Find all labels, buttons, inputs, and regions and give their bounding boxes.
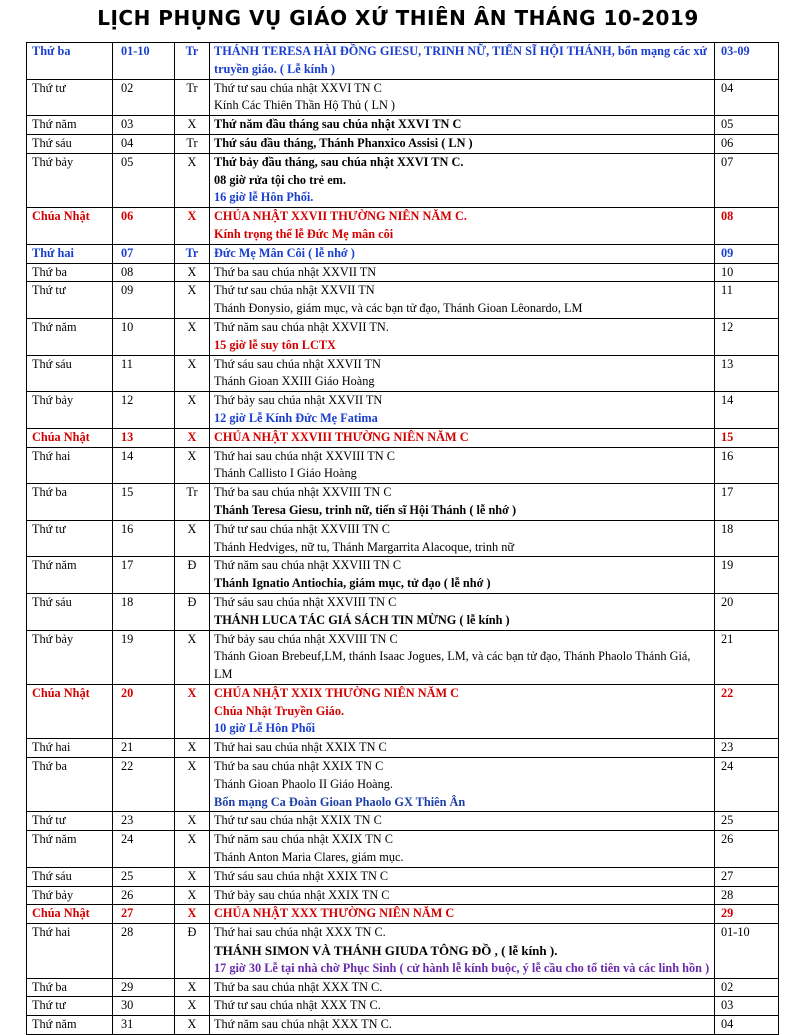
day-cell: Chúa Nhật bbox=[27, 684, 113, 738]
description-line: Thánh Teresa Giesu, trinh nữ, tiến sĩ Hội Thánh ( lễ nhớ ) bbox=[214, 502, 517, 517]
date-cell: 19 bbox=[113, 630, 175, 684]
next-date-cell: 14 bbox=[715, 392, 779, 429]
description-line: Thánh Đonysio, giám mục, và các bạn tử đạo, Thánh Gioan Lêonardo, LM bbox=[214, 301, 583, 316]
description-cell bbox=[210, 831, 715, 868]
day-cell: Thứ sáu bbox=[27, 134, 113, 153]
color-code-cell: X bbox=[175, 282, 210, 319]
date-cell: 10 bbox=[113, 318, 175, 355]
color-code-cell: Tr bbox=[175, 244, 210, 263]
date-cell: 25 bbox=[113, 867, 175, 886]
description-cell bbox=[210, 867, 715, 886]
table-row bbox=[27, 282, 779, 319]
date-cell: 14 bbox=[113, 447, 175, 484]
description-line: Thứ tư sau chúa nhật XXVIII TN C bbox=[214, 521, 390, 536]
description-line: 15 giờ lễ suy tôn LCTX bbox=[214, 337, 336, 352]
color-code-cell: X bbox=[175, 153, 210, 207]
description-cell bbox=[210, 520, 715, 557]
next-date-cell: 20 bbox=[715, 593, 779, 630]
date-cell: 12 bbox=[113, 392, 175, 429]
description-line: 17 giờ 30 Lễ tại nhà chờ Phục Sinh ( cử hành lễ kính buộc, ý lễ cầu cho tổ tiên và các linh hồn ) bbox=[214, 960, 710, 975]
day-cell: Thứ sáu bbox=[27, 355, 113, 392]
table-row bbox=[27, 557, 779, 594]
table-row bbox=[27, 392, 779, 429]
day-cell: Thứ ba bbox=[27, 484, 113, 521]
color-code-cell: Tr bbox=[175, 134, 210, 153]
date-cell: 31 bbox=[113, 1016, 175, 1035]
day-cell: Thứ sáu bbox=[27, 867, 113, 886]
day-cell: Thứ bảy bbox=[27, 392, 113, 429]
table-row bbox=[27, 812, 779, 831]
date-cell: 20 bbox=[113, 684, 175, 738]
table-row bbox=[27, 484, 779, 521]
date-cell: 15 bbox=[113, 484, 175, 521]
next-date-cell: 16 bbox=[715, 447, 779, 484]
description-line: Thứ bảy đầu tháng, sau chúa nhật XXVI TN C. bbox=[214, 154, 464, 169]
calendar-body bbox=[27, 43, 779, 1035]
next-date-cell: 22 bbox=[715, 684, 779, 738]
table-row bbox=[27, 428, 779, 447]
date-cell: 23 bbox=[113, 812, 175, 831]
color-code-cell: X bbox=[175, 758, 210, 812]
description-line: Bổn mạng Ca Đoàn Gioan Phaolo GX Thiên Ân bbox=[214, 794, 466, 809]
table-row bbox=[27, 244, 779, 263]
description-line: Đức Mẹ Mân Côi ( lễ nhớ ) bbox=[214, 245, 355, 260]
date-cell: 18 bbox=[113, 593, 175, 630]
day-cell: Thứ hai bbox=[27, 244, 113, 263]
description-cell bbox=[210, 355, 715, 392]
date-cell: 02 bbox=[113, 79, 175, 116]
next-date-cell: 19 bbox=[715, 557, 779, 594]
table-row bbox=[27, 79, 779, 116]
description-line: THÁNH SIMON VÀ THÁNH GIUDA TÔNG ĐỒ , ( lễ kính ). bbox=[214, 943, 558, 959]
color-code-cell: X bbox=[175, 978, 210, 997]
description-cell bbox=[210, 447, 715, 484]
color-code-cell: X bbox=[175, 116, 210, 135]
date-cell: 04 bbox=[113, 134, 175, 153]
color-code-cell: X bbox=[175, 684, 210, 738]
description-line: 12 giờ Lễ Kính Đức Mẹ Fatima bbox=[214, 410, 378, 425]
description-cell bbox=[210, 79, 715, 116]
next-date-cell: 18 bbox=[715, 520, 779, 557]
table-row bbox=[27, 867, 779, 886]
description-line: Thứ tư sau chúa nhật XXX TN C. bbox=[214, 998, 381, 1013]
description-cell bbox=[210, 1016, 715, 1035]
description-line: 16 giờ lễ Hôn Phối. bbox=[214, 190, 314, 205]
date-cell: 22 bbox=[113, 758, 175, 812]
day-cell: Thứ bảy bbox=[27, 153, 113, 207]
description-line: 08 giờ rửa tội cho trẻ em. bbox=[214, 172, 346, 187]
day-cell: Thứ tư bbox=[27, 282, 113, 319]
table-row bbox=[27, 355, 779, 392]
next-date-cell: 23 bbox=[715, 739, 779, 758]
description-line: Thứ sáu sau chúa nhật XXIX TN C bbox=[214, 868, 389, 883]
description-cell bbox=[210, 153, 715, 207]
description-cell bbox=[210, 557, 715, 594]
table-row bbox=[27, 1016, 779, 1035]
day-cell: Thứ tư bbox=[27, 520, 113, 557]
description-cell bbox=[210, 134, 715, 153]
description-cell bbox=[210, 812, 715, 831]
table-row bbox=[27, 758, 779, 812]
color-code-cell: X bbox=[175, 318, 210, 355]
description-line: Thứ năm đầu tháng sau chúa nhật XXVI TN C bbox=[214, 117, 462, 132]
next-date-cell: 25 bbox=[715, 812, 779, 831]
description-line: Thứ năm sau chúa nhật XXX TN C. bbox=[214, 1017, 392, 1032]
day-cell: Thứ năm bbox=[27, 318, 113, 355]
description-line: Thứ ba sau chúa nhật XXVIII TN C bbox=[214, 485, 392, 500]
date-cell: 28 bbox=[113, 924, 175, 978]
date-cell: 03 bbox=[113, 116, 175, 135]
description-line: Thứ sáu sau chúa nhật XXVII TN bbox=[214, 356, 381, 371]
color-code-cell: X bbox=[175, 867, 210, 886]
day-cell: Thứ hai bbox=[27, 924, 113, 978]
day-cell: Thứ ba bbox=[27, 758, 113, 812]
color-code-cell: X bbox=[175, 428, 210, 447]
next-date-cell: 04 bbox=[715, 79, 779, 116]
color-code-cell: Tr bbox=[175, 484, 210, 521]
color-code-cell: X bbox=[175, 886, 210, 905]
description-line: Thánh Gioan XXIII Giáo Hoàng bbox=[214, 374, 375, 389]
description-line: THÁNH LUCA TÁC GIẢ SÁCH TIN MỪNG ( lễ kính ) bbox=[214, 612, 510, 627]
color-code-cell: X bbox=[175, 997, 210, 1016]
day-cell: Chúa Nhật bbox=[27, 428, 113, 447]
description-line: CHÚA NHẬT XXVII THƯỜNG NIÊN NĂM C. bbox=[214, 209, 467, 224]
table-row bbox=[27, 520, 779, 557]
description-cell bbox=[210, 630, 715, 684]
next-date-cell: 15 bbox=[715, 428, 779, 447]
next-date-cell: 29 bbox=[715, 905, 779, 924]
color-code-cell: Tr bbox=[175, 43, 210, 80]
description-line: Thứ ba sau chúa nhật XXIX TN C bbox=[214, 759, 384, 774]
table-row bbox=[27, 831, 779, 868]
date-cell: 30 bbox=[113, 997, 175, 1016]
day-cell: Thứ sáu bbox=[27, 593, 113, 630]
description-line: Thánh Hedviges, nữ tu, Thánh Margarrita Alacoque, trinh nữ bbox=[214, 539, 515, 554]
description-line: Thứ năm sau chúa nhật XXVIII TN C bbox=[214, 558, 402, 573]
description-line: Thứ ba sau chúa nhật XXX TN C. bbox=[214, 979, 383, 994]
description-cell bbox=[210, 282, 715, 319]
next-date-cell: 17 bbox=[715, 484, 779, 521]
next-date-cell: 24 bbox=[715, 758, 779, 812]
description-line: Thánh Ignatio Antiochia, giám mục, tử đạo ( lễ nhớ ) bbox=[214, 576, 491, 591]
next-date-cell: 21 bbox=[715, 630, 779, 684]
date-cell: 17 bbox=[113, 557, 175, 594]
day-cell: Chúa Nhật bbox=[27, 208, 113, 245]
description-line: CHÚA NHẬT XXVIII THƯỜNG NIÊN NĂM C bbox=[214, 429, 469, 444]
description-line: Thứ tư sau chúa nhật XXIX TN C bbox=[214, 813, 382, 828]
day-cell: Thứ năm bbox=[27, 557, 113, 594]
day-cell: Thứ hai bbox=[27, 447, 113, 484]
next-date-cell: 09 bbox=[715, 244, 779, 263]
color-code-cell: Đ bbox=[175, 924, 210, 978]
description-cell bbox=[210, 244, 715, 263]
day-cell: Thứ tư bbox=[27, 79, 113, 116]
color-code-cell: Đ bbox=[175, 593, 210, 630]
date-cell: 08 bbox=[113, 263, 175, 282]
day-cell: Thứ tư bbox=[27, 997, 113, 1016]
table-row bbox=[27, 318, 779, 355]
next-date-cell: 04 bbox=[715, 1016, 779, 1035]
description-line: Thánh Gioan Brebeuf,LM, thánh Isaac Jogues, LM, và các bạn tử đạo, Thánh Phaolo Thánh Giá, LM bbox=[214, 649, 691, 682]
color-code-cell: X bbox=[175, 630, 210, 684]
description-line: Thứ năm sau chúa nhật XXVII TN. bbox=[214, 319, 389, 334]
description-line: Chúa Nhật Truyền Giáo. bbox=[214, 703, 345, 718]
table-row bbox=[27, 153, 779, 207]
color-code-cell: X bbox=[175, 392, 210, 429]
date-cell: 05 bbox=[113, 153, 175, 207]
next-date-cell: 13 bbox=[715, 355, 779, 392]
next-date-cell: 03 bbox=[715, 997, 779, 1016]
date-cell: 26 bbox=[113, 886, 175, 905]
next-date-cell: 26 bbox=[715, 831, 779, 868]
description-line: Thứ hai sau chúa nhật XXVIII TN C bbox=[214, 448, 395, 463]
table-row bbox=[27, 886, 779, 905]
description-cell bbox=[210, 758, 715, 812]
day-cell: Thứ năm bbox=[27, 116, 113, 135]
date-cell: 16 bbox=[113, 520, 175, 557]
color-code-cell: X bbox=[175, 905, 210, 924]
day-cell: Thứ ba bbox=[27, 43, 113, 80]
day-cell: Thứ năm bbox=[27, 831, 113, 868]
color-code-cell: Đ bbox=[175, 557, 210, 594]
description-line: Thứ hai sau chúa nhật XXX TN C. bbox=[214, 925, 386, 940]
description-line: CHÚA NHẬT XXX THƯỜNG NIÊN NĂM C bbox=[214, 906, 455, 921]
description-line: Thứ bảy sau chúa nhật XXVIII TN C bbox=[214, 631, 398, 646]
liturgical-calendar-table bbox=[26, 42, 779, 1035]
date-cell: 24 bbox=[113, 831, 175, 868]
color-code-cell: X bbox=[175, 520, 210, 557]
description-cell bbox=[210, 484, 715, 521]
description-line: 10 giờ Lễ Hôn Phối bbox=[214, 721, 316, 736]
description-cell bbox=[210, 997, 715, 1016]
next-date-cell: 03-09 bbox=[715, 43, 779, 80]
table-row bbox=[27, 447, 779, 484]
description-line: Thứ tư sau chúa nhật XXVI TN C bbox=[214, 80, 382, 95]
next-date-cell: 12 bbox=[715, 318, 779, 355]
color-code-cell: X bbox=[175, 812, 210, 831]
table-row bbox=[27, 684, 779, 738]
description-cell bbox=[210, 208, 715, 245]
description-cell bbox=[210, 886, 715, 905]
day-cell: Thứ bảy bbox=[27, 630, 113, 684]
day-cell: Chúa Nhật bbox=[27, 905, 113, 924]
date-cell: 01-10 bbox=[113, 43, 175, 80]
table-row bbox=[27, 630, 779, 684]
description-cell bbox=[210, 905, 715, 924]
date-cell: 07 bbox=[113, 244, 175, 263]
description-line: Thánh Anton Maria Clares, giám mục. bbox=[214, 850, 404, 865]
table-row bbox=[27, 116, 779, 135]
color-code-cell: X bbox=[175, 447, 210, 484]
next-date-cell: 11 bbox=[715, 282, 779, 319]
day-cell: Thứ năm bbox=[27, 1016, 113, 1035]
table-row bbox=[27, 134, 779, 153]
description-cell bbox=[210, 392, 715, 429]
table-row bbox=[27, 263, 779, 282]
description-cell bbox=[210, 684, 715, 738]
description-line: Thứ sáu đầu tháng, Thánh Phanxico Assisi ( LN ) bbox=[214, 135, 473, 150]
table-row bbox=[27, 593, 779, 630]
day-cell: Thứ bảy bbox=[27, 886, 113, 905]
next-date-cell: 28 bbox=[715, 886, 779, 905]
description-cell bbox=[210, 43, 715, 80]
day-cell: Thứ tư bbox=[27, 812, 113, 831]
description-line: Thánh Callisto I Giáo Hoàng bbox=[214, 466, 357, 481]
color-code-cell: X bbox=[175, 739, 210, 758]
description-line: Thứ ba sau chúa nhật XXVII TN bbox=[214, 264, 377, 279]
description-line: Thứ tư sau chúa nhật XXVII TN bbox=[214, 283, 375, 298]
description-line: THÁNH TERESA HÀI ĐỒNG GIESU, TRINH NỮ, TIẾN SĨ HỘI THÁNH, bổn mạng các xứ truyền giáo. ( Lễ kính ) bbox=[214, 44, 707, 76]
description-line: Kính Các Thiên Thần Hộ Thủ ( LN ) bbox=[214, 98, 396, 113]
color-code-cell: X bbox=[175, 355, 210, 392]
day-cell: Thứ ba bbox=[27, 263, 113, 282]
description-line: Thánh Gioan Phaolo II Giáo Hoàng. bbox=[214, 776, 393, 791]
date-cell: 11 bbox=[113, 355, 175, 392]
day-cell: Thứ hai bbox=[27, 739, 113, 758]
next-date-cell: 05 bbox=[715, 116, 779, 135]
date-cell: 21 bbox=[113, 739, 175, 758]
description-cell bbox=[210, 318, 715, 355]
color-code-cell: X bbox=[175, 263, 210, 282]
description-cell bbox=[210, 428, 715, 447]
date-cell: 13 bbox=[113, 428, 175, 447]
description-line: Thứ bảy sau chúa nhật XXVII TN bbox=[214, 393, 383, 408]
table-row bbox=[27, 905, 779, 924]
table-row bbox=[27, 978, 779, 997]
day-cell: Thứ ba bbox=[27, 978, 113, 997]
next-date-cell: 07 bbox=[715, 153, 779, 207]
description-line: Kính trọng thể lễ Đức Mẹ mân côi bbox=[214, 226, 394, 241]
page-title: LỊCH PHỤNG VỤ GIÁO XỨ THIÊN ÂN THÁNG 10-2019 bbox=[97, 6, 699, 30]
description-cell bbox=[210, 116, 715, 135]
description-line: Thứ năm sau chúa nhật XXIX TN C bbox=[214, 832, 393, 847]
description-cell bbox=[210, 593, 715, 630]
next-date-cell: 02 bbox=[715, 978, 779, 997]
description-cell bbox=[210, 739, 715, 758]
next-date-cell: 01-10 bbox=[715, 924, 779, 978]
description-line: Thứ hai sau chúa nhật XXIX TN C bbox=[214, 740, 387, 755]
color-code-cell: X bbox=[175, 831, 210, 868]
date-cell: 06 bbox=[113, 208, 175, 245]
color-code-cell: X bbox=[175, 208, 210, 245]
color-code-cell: Tr bbox=[175, 79, 210, 116]
description-cell bbox=[210, 978, 715, 997]
description-cell bbox=[210, 263, 715, 282]
next-date-cell: 10 bbox=[715, 263, 779, 282]
table-row bbox=[27, 924, 779, 978]
table-row bbox=[27, 43, 779, 80]
table-row bbox=[27, 208, 779, 245]
description-line: CHÚA NHẬT XXIX THƯỜNG NIÊN NĂM C bbox=[214, 685, 460, 700]
description-line: Thứ bảy sau chúa nhật XXIX TN C bbox=[214, 887, 390, 902]
description-cell bbox=[210, 924, 715, 978]
table-row bbox=[27, 997, 779, 1016]
next-date-cell: 06 bbox=[715, 134, 779, 153]
color-code-cell: X bbox=[175, 1016, 210, 1035]
date-cell: 09 bbox=[113, 282, 175, 319]
date-cell: 27 bbox=[113, 905, 175, 924]
date-cell: 29 bbox=[113, 978, 175, 997]
next-date-cell: 27 bbox=[715, 867, 779, 886]
table-row bbox=[27, 739, 779, 758]
description-line: Thứ sáu sau chúa nhật XXVIII TN C bbox=[214, 594, 397, 609]
next-date-cell: 08 bbox=[715, 208, 779, 245]
